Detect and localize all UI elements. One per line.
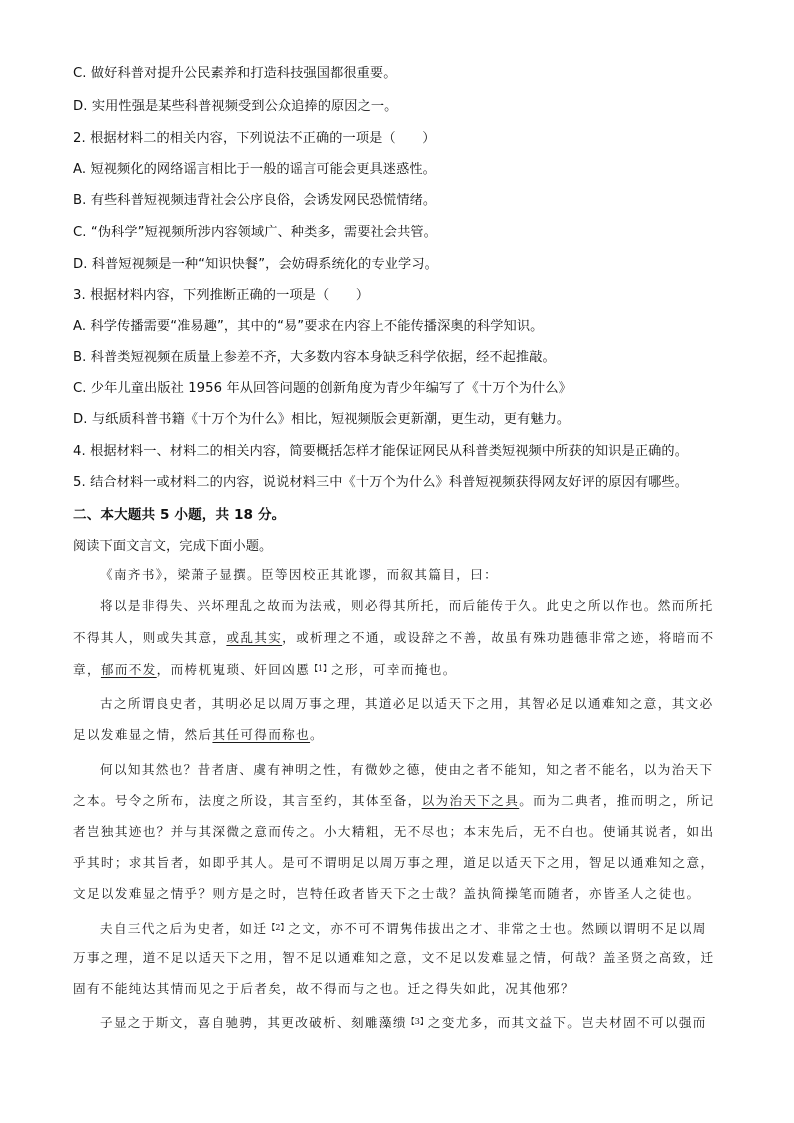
text-run: 之文，亦不可不谓隽伟拔出之才、非常之士也。然顾以谓明不足以周 — [288, 921, 707, 936]
classical-p2-line2 — [73, 725, 324, 745]
text-run: 。而为二典者，推而明之，所记 — [519, 793, 715, 808]
text-run: 章， — [73, 662, 101, 677]
q3-option-d: D. 与纸质科普书籍《十万个为什么》相比，短视频版会更新潮，更生动，更有魅力。 — [73, 412, 571, 427]
q3-option-c: C. 少年儿童出版社 1956 年从回答问题的创新角度为青少年编写了《十万个为什么》 — [73, 381, 572, 396]
q2-option-c: C. “伪科学”短视频所涉内容领域广、种类多，需要社会共管。 — [73, 225, 437, 240]
q2-stem: 2. 根据材料二的相关内容，下列说法不正确的一项是（ ） — [73, 131, 436, 146]
text-run: 之变尤多，而其文益下。岂夫材固不可以强而 — [427, 1015, 707, 1030]
classical-p4-line1 — [100, 918, 707, 939]
q1-option-d: D. 实用性强是某些科普视频受到公众追捧的原因之一。 — [73, 99, 398, 114]
classical-p3-line3: 者岂独其迹也？并与其深微之意而传之。小大精粗，无不尽也；本末先后，无不白也。使诵其说者，如出 — [73, 824, 715, 839]
q3-option-b: B. 科普类短视频在质量上参差不齐，大多数内容本身缺乏科学依据，经不起推敲。 — [73, 350, 556, 365]
classical-p5-line1 — [100, 1012, 707, 1033]
classical-p3-line4: 乎其时；求其旨者，如即乎其人。是可不谓明足以周万事之理，道足以适天下之用，智足以通难知之意， — [73, 855, 715, 870]
q3-stem: 3. 根据材料内容，下列推断正确的一项是（ ） — [73, 288, 370, 303]
footnote-marker: 【1】 — [310, 664, 332, 673]
classical-p3-line1: 何以知其然也？昔者唐、虞有神明之性，有微妙之德，使由之者不能知，知之者不能名，以为治天下 — [100, 762, 714, 777]
text-run: 夫自三代之后为史者，如迁 — [100, 921, 268, 936]
footnote-marker: 【2】 — [267, 923, 289, 932]
underlined-phrase: 郁而不发 — [100, 662, 157, 677]
classical-intro: 《南齐书》，梁萧子显撰。臣等因校正其讹谬，而叙其篇目，曰： — [100, 567, 499, 582]
classical-p1-line1: 将以是非得失、兴坏理乱之故而为法戒，则必得其所托，而后能传于久。此史之所以作也。然而所托 — [100, 598, 714, 613]
text-run: 足以发难显之情，然后 — [73, 727, 213, 742]
classical-p2-line1: 古之所谓良史者，其明必足以周万事之理，其道必足以适天下之用，其智必足以通难知之意，其文必 — [100, 696, 714, 711]
footnote-marker: 【3】 — [406, 1017, 428, 1026]
q3-option-a: A. 科学传播需要“准易趣”，其中的“易”要求在内容上不能传播深奥的科学知识。 — [73, 319, 544, 334]
q4-text: 4. 根据材料一、材料二的相关内容，简要概括怎样才能保证网民从科普类短视频中所获的知识是正确的。 — [73, 444, 689, 459]
section-heading: 二、本大题共 5 小题，共 18 分。 — [73, 507, 286, 523]
classical-p1-line3 — [73, 659, 457, 680]
classical-p3-line2 — [73, 791, 714, 811]
text-run: 之本。号令之所布，法度之所设，其言至约，其体至备， — [73, 793, 422, 808]
q2-option-d: D. 科普短视频是一种“知识快餐”，会妨碍系统化的专业学习。 — [73, 257, 438, 272]
text-run: 之形，可幸而掩也。 — [331, 662, 457, 677]
text-run: 子显之于斯文，喜自驰骋，其更改破析、刻雕藻缋 — [100, 1015, 407, 1030]
text-run: 。 — [310, 727, 324, 742]
q5-text: 5. 结合材料一或材料二的内容，说说材料三中《十万个为什么》科普短视频获得网友好评的原因有哪些。 — [73, 475, 689, 490]
classical-p4-line2: 万事之理，道不足以适天下之用，智不足以通难知之意，文不足以发难显之情，何哉？盖圣贤之高致，迁 — [73, 950, 715, 965]
q1-option-c: C. 做好科普对提升公民素养和打造科技强国都很重要。 — [73, 66, 397, 81]
underlined-phrase: 或乱其实 — [226, 630, 283, 645]
underlined-phrase: 以为治天下之具 — [421, 793, 520, 808]
underlined-phrase: 其任可得而称也 — [212, 727, 311, 742]
classical-p1-line2 — [73, 628, 714, 648]
text-run: ，而梼杌嵬琐、奸回凶慝 — [156, 662, 311, 677]
classical-p3-line5: 文足以发难显之情乎？则方是之时，岂特任政者皆天下之士哉？盖执简操笔而随者，亦皆圣人之徒也。 — [73, 886, 701, 901]
classical-p4-line3: 固有不能纯达其情而见之于后者矣，故不得而与之也。迁之得失如此，况其他邪？ — [73, 981, 575, 996]
text-run: 不得其人，则或失其意， — [73, 630, 227, 645]
text-run: ，或析理之不通，或设辞之不善，故虽有殊功韪德非常之迹，将暗而不 — [282, 630, 715, 645]
q2-option-a: A. 短视频化的网络谣言相比于一般的谣言可能会更具迷惑性。 — [73, 162, 436, 177]
q2-option-b: B. 有些科普短视频违背社会公序良俗，会诱发网民恐慌情绪。 — [73, 193, 437, 208]
section-instruction: 阅读下面文言文，完成下面小题。 — [73, 539, 273, 554]
